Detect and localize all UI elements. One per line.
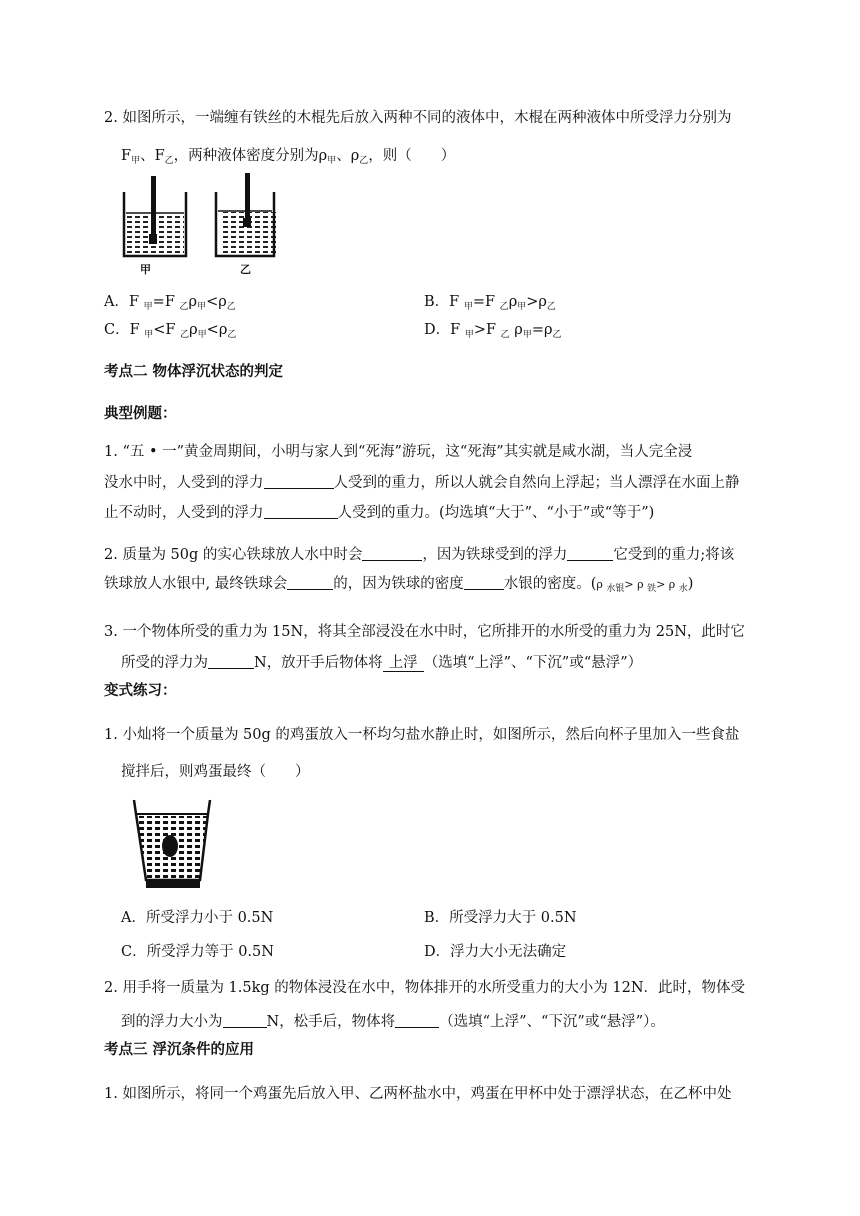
example-3-line-1: 3. 一个物体所受的重力为 15N，将其全部浸没在水中时，它所排开的水所受的重力为 25N，此时它 [104,624,745,640]
figure-label-yi: 乙 [240,263,251,276]
option-d: D．F $_甲$>F $_乙$ $\rho_甲=\rho_乙$ [424,322,562,340]
option-b: B．F $_甲$=F $_乙\rho_甲>\rho_乙$ [424,294,556,312]
section-2-title: 考点二 物体浮沉状态的判定 [104,364,284,380]
section-3-question-1-line-1: 1. 如图所示，将同一个鸡蛋先后放入甲、乙两杯盐水中，鸡蛋在甲杯中处于漂浮状态，在乙杯中处 [104,1086,732,1102]
practice-heading: 变式练习： [104,683,177,699]
example-2-line-1: 2. 质量为 50g 的实心铁球放人水中时会 ，因为铁球受到的浮力 它受到的重力;将该 [104,547,735,563]
answer-blank[interactable] [264,474,334,489]
answer-blank[interactable] [287,575,333,590]
examples-heading: 典型例题： [104,406,177,422]
answer-blank[interactable] [362,546,422,561]
practice-2-line-2: 到的浮力大小为 N，松手后，物体将 （选填“上浮”、“下沉”或“悬浮”）。 [121,1014,665,1030]
practice-1-option-d: D．浮力大小无法确定 [424,944,567,960]
filled-answer: 上浮 [383,655,424,672]
example-2-line-2: 铁球放人水银中, 最终铁球会 的，因为铁球的密度 水银的密度。(ρ $_{水银}$> ρ $_铁$> ρ $_水$) [104,576,694,594]
figure-label-jia: 甲 [140,263,151,276]
section-3-title: 考点三 浮沉条件的应用 [104,1042,255,1058]
practice-1-line-1: 1. 小灿将一个质量为 50g 的鸡蛋放入一杯均匀盐水静止时，如图所示，然后向杯子里加入一些食盐 [104,727,740,743]
egg-in-salt-water-figure [130,796,214,890]
option-c: C．F $_甲$<F $_乙\rho_甲<\rho_乙$ [104,322,237,340]
question-2-line-1: 2. 如图所示，一端缠有铁丝的木棍先后放入两种不同的液体中，木棍在两种液体中所受浮力分别为 [104,110,732,126]
answer-blank[interactable] [208,654,254,669]
answer-blank[interactable] [223,1013,267,1028]
example-1-line-2: 没水中时，人受到的浮力 人受到的重力，所以人就会自然向上浮起；当人漂浮在水面上静 [104,475,740,491]
example-1-line-1: 1. “五 • 一”黄金周期间，小明与家人到“死海”游玩，这“死海”其实就是咸水湖，当人完全浸 [104,444,693,460]
practice-1-line-2: 搅拌后，则鸡蛋最终（ ） [121,764,310,780]
answer-blank[interactable] [567,546,613,561]
example-3-line-2: 所受的浮力为 N，放开手后物体将 上浮 （选填“上浮”、“下沉”或“悬浮”） [121,655,643,671]
answer-blank[interactable] [464,575,504,590]
practice-1-option-a: A．所受浮力小于 0.5N [121,910,274,926]
example-1-line-3: 止不动时，人受到的浮力 人受到的重力。(均选填“大于”、“小于”或“等于”) [104,505,655,521]
practice-2-line-1: 2. 用手将一质量为 1.5kg 的物体浸没在水中，物体排开的水所受重力的大小为 12N．此时，物体受 [104,980,746,996]
practice-1-option-b: B．所受浮力大于 0.5N [424,910,577,926]
answer-blank[interactable] [264,504,338,519]
question-2-line-2: $F_甲$、$F_乙$，两种液体密度分别为$\rho_甲$、$\rho_乙$，则（ ） [121,148,456,166]
answer-blank[interactable] [395,1013,439,1028]
option-a: A．F $_甲$=F $_乙\rho_甲<\rho_乙$ [104,294,236,312]
practice-1-option-c: C．所受浮力等于 0.5N [121,944,274,960]
